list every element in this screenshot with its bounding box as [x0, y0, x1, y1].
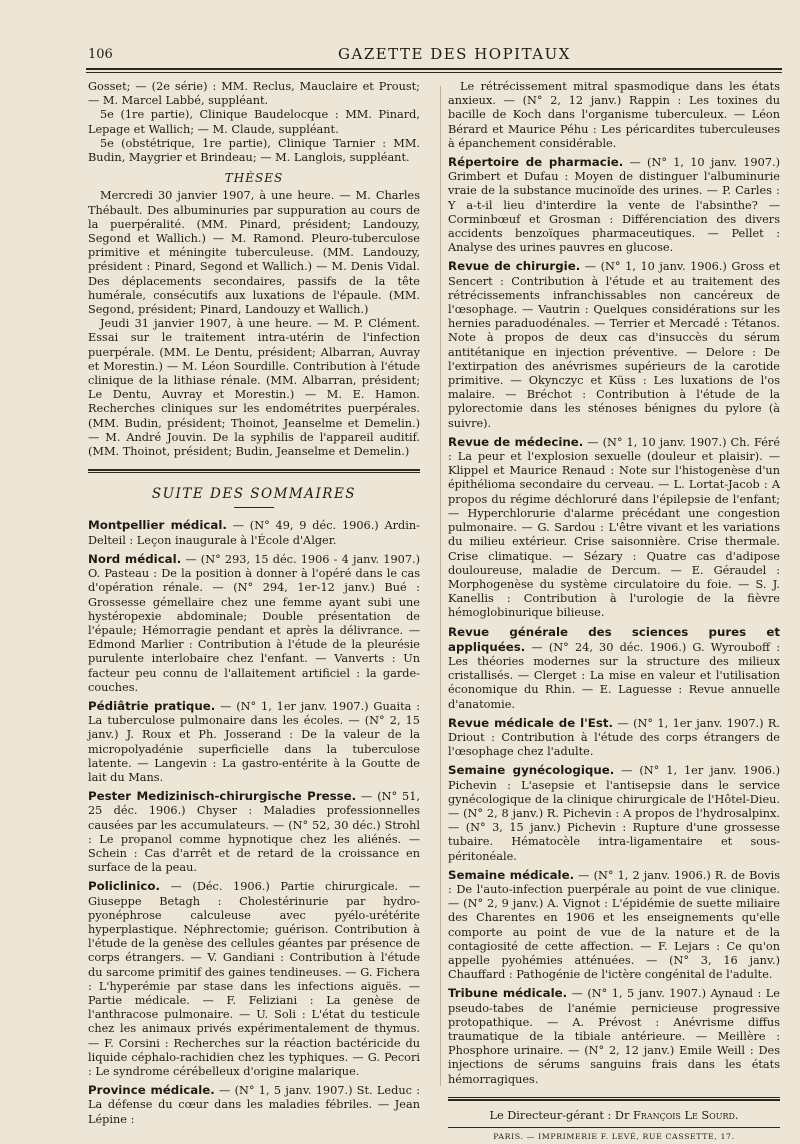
summary-entry — [88, 552, 420, 695]
journal-name: Semaine gynécologique. — [448, 763, 615, 778]
entry-body: — (N° 1, 10 janv. 1906.) Gross et Sencert : Contribution à l'étude et au traitement des rétrécissements infranchissables non cancéreux de l'œsophage. — Vautrin : Quelques considérations sur les hernies paraduodénales. — Terrier et Mercadé : Tétanos. Note à propos de deux cas d'insuccès du sérum antitétanique en injection préventive. — Delore : De l'extirpation des anévrismes supérieurs de la carotide primitive. — Okynczyc et Küss : Les luxations de l'os malaire. — Bréchot : Contribution à l'étude de la pylorectomie dans les sténoses bénignes du pylore (à suivre). — [448, 260, 781, 430]
exam-jury-text: 5e (1re partie), Clinique Baudelocque : MM. Pinard, Lepage et Wallich; — M. Claude, suppléant. — [88, 108, 420, 136]
entry-body: — (N° 1, 10 janv. 1907.) Ch. Féré : La peur et l'explosion sexuelle (douleur et plaisir). — Klippel et Maurice Renaud : Note sur l'histogenèse d'un épithélioma secondaire du cerveau. — L. Lortat-Jacob : A propos du régime déchloruré dans l'épilepsie de l'enfant; — Hyperchlorurie d'alarme précédant une congestion pulmonaire. — G. Sardou : L'être vivant et les variations du milieu extérieur. Crise saisonnière. Crise thermale. Crise climatique. — Sézary : Quatre cas d'adipose douloureuse, maladie de Dercum. — E. Géraudel : Morphogenèse du système circulatoire du foie. — S. J. Kanellis : Contribution à l'urologie de la fièvre hémoglobinurique bilieuse. — [448, 435, 780, 620]
right-column — [448, 80, 780, 1144]
summary-entry — [88, 518, 420, 547]
journal-name: Tribune médicale. — [448, 986, 568, 1001]
entry-body: — (N° 51, 25 déc. 1906.) Chyser : Maladies professionnelles causées par les accumulateurs. — (N° 52, 30 déc.) Strohl : Le propanol comme hypnotique chez les aliénés. — Schein : Cas d'arrêt et de retard de la croissance en surface de la peau. — [88, 790, 421, 875]
entry-body: — (N° 1, 5 janv. 1907.) St. Leduc : La défense du cœur dans les maladies fébriles. — Jean Lépine : — [88, 1084, 420, 1126]
entry-body: — (N° 293, 15 déc. 1906 - 4 janv. 1907.) O. Pasteau : De la position à donner à l'opéré dans le cas d'opération rénale. — (N° 294, 1er-12 janv.) Bué : Grossesse gémellaire chez une femme ayant subi une hystéropexie abdominale; Double présentation de l'épaule; Hémorragie pendant et après la délivrance. — Edmond Marlier : Contribution à l'étude de la pleurésie purulente interlobaire chez l'enfant. — Vanverts : Un facteur peu connu de l'allaitement artificiel : la garde-couches. — [88, 552, 420, 694]
journal-name: Policlinico. — [88, 879, 160, 894]
signature-name: François Le Sourd. — [632, 1108, 739, 1122]
summary-entry — [88, 879, 420, 1079]
summary-entry — [448, 155, 780, 255]
journal-name: Pester Medizinisch-chirurgische Presse. — [88, 789, 357, 804]
footer-rule — [448, 1097, 780, 1101]
summary-entry — [448, 259, 780, 430]
continued-entry-text: Le rétrécissement mitral spasmodique dans les états anxieux. — (N° 2, 12 janv.) Rappin : Les toxines du bacille de Koch dans l'organisme tuberculeux. — Léon Bérard et Maurice Péhu : Les péricardites tuberculeuses à épanchement considérable. — [448, 80, 780, 150]
section-rule — [88, 469, 420, 473]
column-divider — [440, 86, 441, 1086]
suite-heading: SUITE DES SOMMAIRES — [151, 486, 357, 503]
summary-entry — [448, 716, 780, 760]
theses-heading: THÈSES — [224, 171, 284, 186]
summary-entry — [88, 699, 420, 785]
journal-name: Revue de médecine. — [448, 434, 584, 449]
entry-body: — (N° 1, 1er janv. 1907.) Guaita : La tuberculose pulmonaire dans les écoles. — (N° 2, 15 janv.) J. Roux et Ph. Josserand : De la valeur de la micropolyadénie superficielle dans la tuberculose latente. — Langevin : La gastro-entérite à la Goutte de lait du Mans. — [88, 699, 421, 784]
signature-prefix: Le Directeur-gérant : Dr — [489, 1108, 633, 1122]
summary-entry — [448, 868, 780, 983]
journal-name: Revue de chirurgie. — [448, 259, 581, 274]
printer-imprint: PARIS. — IMPRIMERIE F. LEVÉ, RUE CASSETTE, 17. — [493, 1132, 735, 1142]
journal-name: Répertoire de pharmacie. — [448, 155, 624, 170]
summary-entry — [448, 986, 780, 1086]
summary-entry — [448, 763, 780, 863]
journal-name: Province médicale. — [88, 1083, 215, 1098]
thesis-paragraph: Jeudi 31 janvier 1907, à une heure. — M. P. Clément. Essai sur le traitement intra-utérin de l'infection puerpérale. (MM. Le Dentu, président; Albarran, Auvray et Morestin.) — M. Léon Sourdille. Contribution à l'étude clinique de la lithiase rénale. (MM. Albarran, président; Le Dentu, Auvray et Morestin.) — M. E. Hamon. Recherches cliniques sur les endométrites puerpérales. (MM. Budin, président; Thoinot, Jeanselme et Demelin.) — M. André Jouvin. De la syphilis de l'appareil auditif. (MM. Thoinot, président; Budin, Jeanselme et Demelin.) — [88, 317, 420, 459]
short-rule — [234, 507, 274, 508]
journal-name: Nord médical. — [88, 551, 182, 566]
journal-name: Pédiâtrie pratique. — [88, 698, 216, 713]
entry-body: — (N° 1, 5 janv. 1907.) Aynaud : Le pseudo-tabes de l'anémie pernicieuse progressive protopathique. — A. Prévost : Anévrisme diffus traumatique de la tibiale antérieure. — Meillère : Phosphore urinaire. — (N° 2, 12 janv.) Emile Weill : Des injections de sérums sanguins frais dans les états hémorragiques. — [448, 987, 780, 1086]
entry-body: — (N° 1, 2 janv. 1906.) R. de Bovis : De l'auto-infection puerpérale au point de vue clinique. — (N° 2, 9 janv.) A. Vignot : L'épidémie de suette miliaire des Charentes en 1906 et les enseignements qu'elle comporte au point de vue de la nature et de la contagiosité de cette affection. — F. Lejars : Ce qu'on appelle pyohémies atténuées. — (N° 3, 16 janv.) Chauffard : Pathogénie de l'ictère congénital de l'adulte. — [448, 868, 781, 982]
summary-entry — [88, 789, 420, 875]
summary-entry — [448, 625, 780, 712]
header-rule — [86, 68, 782, 73]
journal-name: Semaine médicale. — [448, 867, 575, 882]
exam-jury-text: 5e (obstétrique, 1re partie), Clinique Tarnier : MM. Budin, Maygrier et Brindeau; — M. Langlois, suppléant. — [88, 136, 420, 165]
entry-body: — (N° 1, 1er janv. 1907.) R. Driout : Contribution à l'étude des corps étrangers de l'œsophage chez l'adulte. — [448, 716, 781, 759]
journal-name: Montpellier médical. — [88, 518, 227, 533]
entry-body: — (N° 49, 9 déc. 1906.) Ardin-Delteil : Leçon inaugurale à l'École d'Alger. — [88, 519, 420, 547]
running-title: GAZETTE DES HOPITAUX — [338, 45, 571, 63]
summary-entry — [448, 435, 780, 621]
page-number: 106 — [88, 47, 113, 62]
footer-rule — [448, 1127, 780, 1128]
journal-name: Revue générale des sciences pures et appliquées. — [448, 624, 780, 654]
entry-body: — (Déc. 1906.) Partie chirurgicale. — Giuseppe Betagh : Cholestérinurie par hydro-pyonéphrose calculeuse avec pyélo-urétérite hyperplastique. Néphrectomie; guérison. Contribution à l'étude de la genèse des cellules géantes par présence de corps étrangers. — V. Gandiani : Contribution à l'étude du sarcome primitif des gaines tendineuses. — G. Fichera : L'hyperémie par stase dans les infections aiguës. — Partie médicale. — F. Feliziani : La genèse de l'anthracose pulmonaire. — U. Soli : L'état du testicule chez les animaux privés expérimentalement de thymus. — F. Corsini : Recherches sur la réaction bactéricide du liquide céphalo-rachidien chez les typhiques. — G. Pecori : Le syndrome cérébelleux d'origine malarique. — [88, 880, 420, 1078]
left-column — [88, 80, 420, 1131]
summary-entry — [88, 1083, 420, 1127]
thesis-paragraph: Mercredi 30 janvier 1907, à une heure. — M. Charles Thébault. Des albuminuries par suppuration au cours de la puerpéralité. (MM. Pinard, président; Landouzy, Segond et Wallich.) — M. Ramond. Pleuro-tuberculose primitive et méningite tuberculeuse. (MM. Landouzy, président : Pinard, Segond et Wallich.) — M. Denis Vidal. Des déplacements secondaires, passifs de la tête humérale, consécutifs aux luxations de l'épaule. (MM. Segond, président; Pinard, Landouzy et Wallich.) — [88, 189, 420, 317]
entry-body: — (N° 24, 30 déc. 1906.) G. Wyrouboff : Les théories modernes sur la structure des milieux cristallisés. — Clerget : La mise en valeur et l'utilisation économique du Rhin. — E. Laguesse : Revue annuelle d'anatomie. — [448, 640, 780, 711]
director-signature — [448, 1109, 780, 1123]
entry-body: — (N° 1, 10 janv. 1907.) Grimbert et Dufau : Moyen de distinguer l'albuminurie vraie de la substance mucinoïde des urines. — P. Carles : Y a-t-il lieu d'interdire la vente de l'absinthe? — Corminbœuf et Grosman : Différenciation des divers accidents benzoïques pharmaceutiques. — Pellet : Analyse des urines pauvres en glucose. — [448, 156, 780, 255]
journal-name: Revue médicale de l'Est. — [448, 715, 613, 730]
entry-body: — (N° 1, 1er janv. 1906.) Pichevin : L'asepsie et l'antisepsie dans le service gynécologique de la clinique chirurgicale de l'Hôtel-Dieu. — (N° 2, 8 janv.) R. Pichevin : A propos de l'hydrosalpinx. — (N° 3, 15 janv.) Pichevin : Rupture d'une grossesse tubaire. Hématocèle intra-ligamentaire et sous-péritonéale. — [448, 764, 780, 863]
exam-jury-text: Gosset; — (2e série) : MM. Reclus, Mauclaire et Proust; — M. Marcel Labbé, suppléant. — [88, 80, 420, 108]
